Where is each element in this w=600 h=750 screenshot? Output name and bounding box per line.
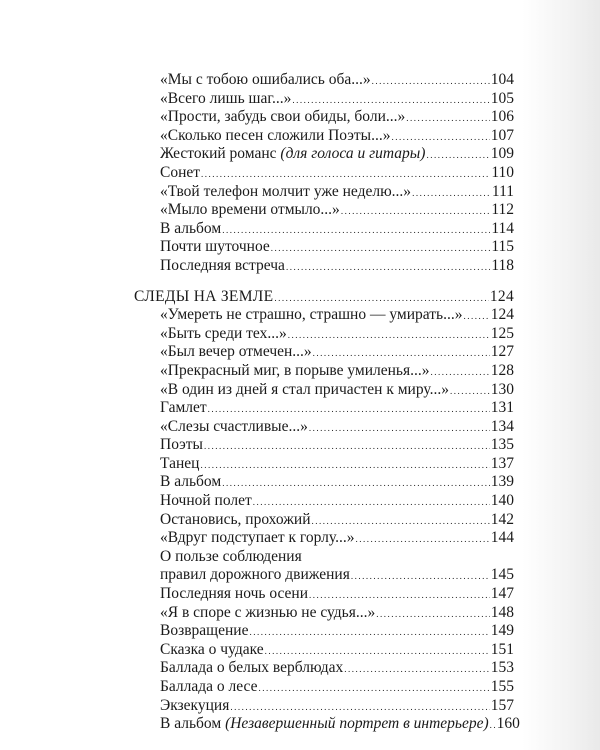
toc-entry-title-text: «Прекрасный миг, в порыве умиленья...» [160,361,430,379]
dot-leader [341,201,491,221]
dot-leader [265,641,490,661]
dot-leader [200,455,489,475]
toc-entry [134,343,514,362]
dot-leader [292,90,489,110]
toc-page-number: 124 [490,306,514,324]
toc-page-number: 125 [490,324,514,342]
dot-leader [355,529,489,549]
toc-entry [134,257,514,276]
toc-entry-title-text: Баллада о лесе [160,678,258,695]
toc-page-number: 105 [490,89,514,107]
toc-entry-title-text: «Прости, забудь свои обиды, боли...» [160,108,406,126]
toc-entry-title-text: Сказка о чудаке [160,640,264,658]
toc-entry-title-text: «Мыло времени отмыло...» [160,201,340,219]
toc-entry-title [160,529,354,548]
toc-page-number: 128 [490,361,514,379]
dot-leader [312,511,490,531]
toc-page-number: 107 [490,126,514,144]
toc-entry [134,145,514,164]
toc-entry-title [160,71,371,90]
toc-page-number: 135 [490,436,514,454]
toc-entry-title [134,288,273,307]
toc-page-number: 127 [490,343,514,361]
toc-entry [134,306,514,325]
dot-leader [271,238,491,258]
dot-leader [344,659,489,679]
toc-entry [134,220,514,239]
dot-leader [201,164,490,184]
toc-entry-title [160,399,207,418]
dot-leader [258,678,489,698]
dot-leader [430,362,489,382]
toc-page-number: 111 [491,182,514,200]
toc-entry-title [160,604,375,623]
toc-page-number: 130 [490,380,514,398]
toc-entry-title [160,362,429,381]
toc-entry-title-text: Гамлет [160,399,207,417]
toc-entry-title [160,548,302,567]
dot-leader [406,108,489,128]
toc-entry-title [160,325,287,344]
toc-entry-title [160,145,425,164]
toc-page-number: 115 [491,238,514,256]
toc-entry-title-text: Поэты [160,436,203,454]
toc-entry [134,548,514,567]
toc-page-number: 142 [490,510,514,528]
dot-leader [313,343,490,363]
toc-page-number: 140 [490,492,514,510]
table-of-contents [134,71,520,734]
toc-entry-title [160,585,308,604]
toc-entry-title-text: «Вдруг подступает к горлу...» [160,529,355,547]
dot-leader [204,436,490,456]
toc-entry-title [160,566,350,585]
toc-entry [134,164,514,183]
toc-page-number: 145 [490,566,514,584]
toc-entry-title [160,678,257,697]
toc-entry-title-text: В альбом [160,715,222,733]
toc-section-heading [134,288,514,307]
toc-entry-note: (Незавершенный портрет в интерьере) [225,715,489,733]
toc-page-number: 112 [491,201,514,219]
dot-leader [351,566,490,586]
toc-entry [134,183,514,202]
toc-entry-title-text: «Я в споре с жизнью не судья...» [160,603,376,621]
toc-page-number: 104 [490,71,514,88]
dot-leader [309,585,490,605]
toc-entry-title [160,511,311,530]
toc-entry-title-text: Танец [160,454,200,472]
toc-page-number: 147 [490,585,514,603]
toc-entry-title-text: «Мы с тобою ошибались оба...» [160,71,371,88]
toc-entry-title [160,473,221,492]
toc-entry [134,511,514,530]
dot-leader [222,473,490,493]
toc-entry [134,659,514,678]
toc-entry-title-text: Ночной полет [160,492,252,510]
toc-entry [134,108,514,127]
toc-page-number: 151 [490,640,514,658]
toc-entry-title-text: «Умереть не страшно, страшно — умирать...» [160,306,463,324]
toc-page-number: 124 [489,287,514,305]
toc-page-number: 149 [490,622,514,640]
toc-entry [134,641,514,660]
toc-entry-title-text: СЛЕДЫ НА ЗЕМЛЕ [134,287,274,305]
toc-entry [134,566,514,585]
toc-entry-title [160,492,252,511]
toc-entry-title-text: Сонет [160,163,201,181]
dot-leader [274,288,488,308]
toc-entry-title-text: Остановись, прохожий [160,510,311,528]
toc-entry-title-text: «Сколько песен сложили Поэты...» [160,126,391,144]
toc-entry-title [160,257,285,276]
dot-leader [463,306,489,326]
toc-entry-title [160,455,199,474]
toc-page-number: 155 [490,678,514,695]
toc-entry [134,492,514,511]
toc-entry [134,127,514,146]
toc-entry-title-text: О пользе соблюдения [160,547,302,565]
toc-page-number: 118 [491,256,514,274]
toc-entry-title [160,220,221,239]
toc-page-number: 134 [490,417,514,435]
toc-entry [134,71,514,90]
toc-entry-title-text: «Слезы счастливые...» [160,417,308,435]
toc-page-number: 131 [490,399,514,417]
toc-page-number: 144 [490,529,514,547]
toc-entry-title-text: «Быть среди тех...» [160,324,287,342]
toc-entry [134,604,514,623]
toc-entry [134,90,514,109]
toc-entry-title [160,238,270,257]
toc-entry-title-text: «В один из дней я стал причастен к миру...» [160,380,449,398]
dot-leader [490,715,496,735]
toc-entry-title [160,201,340,220]
dot-leader [412,183,491,203]
toc-entry-title-text: В альбом [160,219,222,237]
toc-entry-title [160,418,308,437]
toc-entry-title-text: Почти шуточное [160,238,270,256]
toc-page-number: 109 [490,145,514,163]
toc-entry-title-text: Экзекуция [160,696,230,714]
toc-entry [134,381,514,400]
toc-entry-title [160,697,229,716]
toc-entry [134,473,514,492]
toc-entry-title [160,381,449,400]
dot-leader [230,697,489,717]
toc-entry-title [160,183,411,202]
toc-page-number: 153 [490,659,514,677]
toc-entry-title [160,127,390,146]
toc-entry-title [160,164,200,183]
toc-page-number: 157 [490,696,514,714]
toc-entry-title-text: «Твой телефон молчит уже неделю...» [160,182,412,200]
dot-leader [450,381,490,401]
toc-entry-title-text: В альбом [160,473,222,491]
toc-page-number: 139 [490,473,514,491]
dot-leader [286,257,490,277]
toc-entry [134,418,514,437]
toc-entry [134,399,514,418]
toc-page-number: 137 [490,454,514,472]
toc-entry [134,436,514,455]
toc-entry-title-text: «Был вечер отмечен...» [160,343,312,361]
toc-entry-title [160,641,264,660]
dot-leader [372,71,490,91]
toc-entry [134,715,520,734]
toc-page-number: 148 [490,603,514,621]
toc-entry-title [160,436,203,455]
toc-entry-note: (для голоса и гитары) [280,145,426,163]
toc-entry [134,585,514,604]
toc-entry [134,362,514,381]
toc-page-number: 106 [490,108,514,126]
toc-entry-title [160,90,291,109]
toc-entry-title-text: Последняя ночь осени [160,585,308,603]
toc-entry [134,697,514,716]
toc-entry-title [160,622,248,641]
dot-leader [249,622,489,642]
dot-leader [426,145,489,165]
dot-leader [288,325,490,345]
toc-entry-title [160,306,462,325]
toc-entry [134,529,514,548]
toc-entry [134,622,514,641]
toc-entry-title-text: правил дорожного движения [160,566,350,584]
toc-entry-title [160,343,312,362]
toc-entry [134,678,514,697]
toc-entry-title-text: Возвращение [160,622,249,640]
toc-entry-title-text: Последняя встреча [160,256,285,274]
toc-entry [134,238,514,257]
page-edge-shadow [522,0,600,750]
dot-leader [222,220,490,240]
dot-leader [376,604,490,624]
dot-leader [309,418,490,438]
dot-leader [253,492,490,512]
toc-page-number: 160 [496,715,520,733]
toc-entry [134,455,514,474]
toc-page-number: 114 [491,219,514,237]
toc-entry-title-text: «Всего лишь шаг...» [160,89,292,107]
dot-leader [208,399,490,419]
toc-entry-title-text: Баллада о белых верблюдах [160,659,344,677]
dot-leader [391,127,489,147]
toc-entry-title [160,108,405,127]
toc-entry-title [160,659,343,678]
toc-entry [134,201,514,220]
toc-entry-title [160,715,489,734]
toc-page-number: 110 [491,163,514,181]
toc-entry [134,325,514,344]
toc-entry-title-text: Жестокий романс [160,145,277,163]
